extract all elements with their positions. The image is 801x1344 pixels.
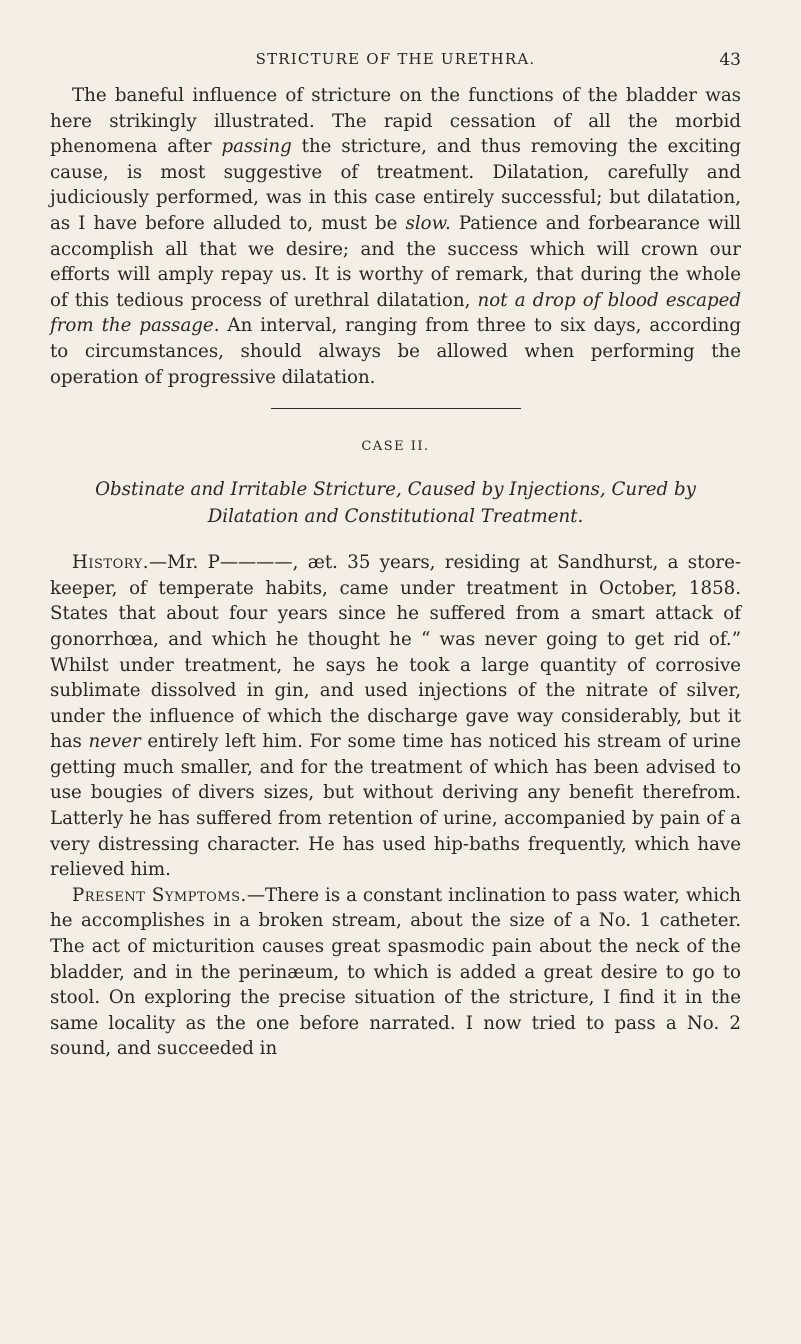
emphasis-passing: passing: [221, 136, 292, 158]
case-title: Obstinate and Irritable Stricture, Caused by Injections, Cured by Dilatation and Constitutional Treatment.: [95, 479, 696, 528]
paragraph-stricture-influence: [50, 83, 741, 390]
text-run: An interval, ranging from three to six days, according to circumstances, should always be allowed when performing the operation of progressive dilatation.: [50, 315, 741, 388]
present-symptoms-label: Present Symptoms.: [72, 884, 247, 906]
text-run: Patience and forbearance will accomplish all that we desire; and the success which will crown our efforts will amply repay us. It is worthy of remark, that during the whole of this tedious process of urethral dilatation,: [50, 212, 742, 311]
running-head: [50, 50, 741, 74]
emphasis-no-blood: not a drop of blood escaped from the passage.: [50, 289, 741, 337]
text-run: The baneful influence of stricture on the functions of the bladder was here strikingly illustrated. The rapid cessation of all the morbid phenomena after: [50, 85, 741, 158]
text-run: —Mr. P————, æt. 35 years, residing at Sandhurst, a store-keeper, of temperate habits, came under treatment in October, 1858. States that about four years since he suffered from a smart attack of gonorrhœa, and which he thought he “ was never going to get rid of.” Whilst under treatment, he says he took a large quantity of corrosive sublimate dissolved in gin, and used injections of the nitrate of silver, under the influence of which the discharge gave way considerably, but it has: [50, 552, 741, 753]
page-body: [50, 83, 741, 1062]
section-divider: [271, 408, 521, 409]
case-heading: CASE II.: [361, 439, 430, 455]
running-title: STRICTURE OF THE URETHRA.: [255, 50, 536, 68]
page-number: 43: [719, 50, 741, 70]
paragraph-history: [50, 550, 741, 883]
emphasis-never: never: [88, 731, 141, 753]
paragraph-present-symptoms: [50, 883, 741, 1062]
history-label: History.: [72, 552, 149, 574]
text-run: entirely left him. For some time has noticed his stream of urine getting much smaller, and for the treatment of which has been advised to use bougies of divers sizes, but without deriving any benefit therefrom. Latterly he has suffered from retention of urine, accompanied by pain of a very distressing character. He has used hip-baths frequently, which have relieved him.: [50, 731, 742, 881]
text-run: the stricture, and thus removing the exciting cause, is most suggestive of treatment. Dilatation, carefully and judiciously performed, was in this case entirely successful; but dilatation, as I have before alluded to, must be: [50, 136, 741, 234]
text-run: —There is a constant inclination to pass water, which he accomplishes in a broken stream, about the size of a No. 1 catheter. The act of micturition causes great spasmodic pain about the neck of the bladder, and in the perinæum, to which is added a great desire to go to stool. On exploring the precise situation of the stricture, I find it in the same locality as the one before narrated. I now tried to pass a No. 2 sound, and succeeded in: [50, 884, 741, 1060]
emphasis-slow: slow.: [405, 212, 451, 234]
